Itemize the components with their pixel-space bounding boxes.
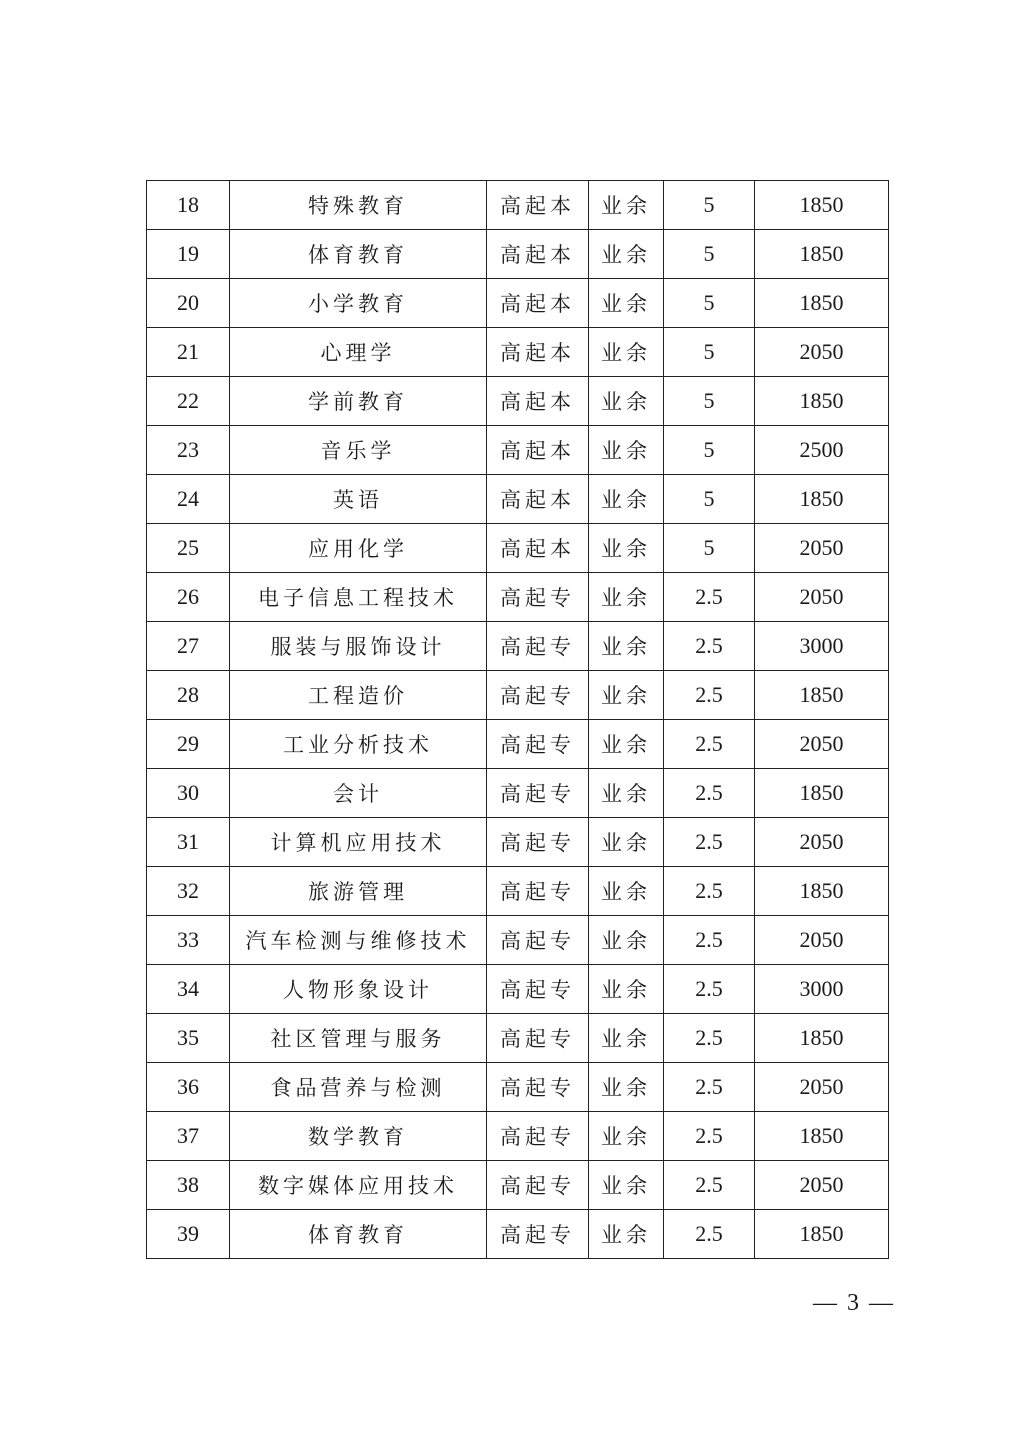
row-number-cell: 34 — [147, 965, 230, 1014]
duration-cell: 2.5 — [664, 867, 755, 916]
table-row — [147, 1210, 889, 1259]
row-number-cell: 24 — [147, 475, 230, 524]
study-mode-cell: 业余 — [589, 720, 664, 769]
fee-cell: 1850 — [755, 181, 889, 230]
fee-cell: 1850 — [755, 867, 889, 916]
row-number-cell: 28 — [147, 671, 230, 720]
study-mode-cell: 业余 — [589, 377, 664, 426]
level-cell: 高起专 — [487, 573, 589, 622]
duration-cell: 5 — [664, 426, 755, 475]
study-mode-cell: 业余 — [589, 1063, 664, 1112]
program-name-cell: 工程造价 — [230, 671, 487, 720]
row-number-cell: 26 — [147, 573, 230, 622]
level-cell: 高起专 — [487, 916, 589, 965]
duration-cell: 5 — [664, 279, 755, 328]
fee-cell: 1850 — [755, 769, 889, 818]
table-row — [147, 818, 889, 867]
fee-cell: 1850 — [755, 377, 889, 426]
study-mode-cell: 业余 — [589, 818, 664, 867]
study-mode-cell: 业余 — [589, 1014, 664, 1063]
program-name-cell: 特殊教育 — [230, 181, 487, 230]
program-name-cell: 汽车检测与维修技术 — [230, 916, 487, 965]
table-row — [147, 916, 889, 965]
program-name-cell: 音乐学 — [230, 426, 487, 475]
fee-cell: 2050 — [755, 720, 889, 769]
level-cell: 高起本 — [487, 230, 589, 279]
level-cell: 高起专 — [487, 1063, 589, 1112]
row-number-cell: 38 — [147, 1161, 230, 1210]
level-cell: 高起本 — [487, 328, 589, 377]
duration-cell: 5 — [664, 181, 755, 230]
program-name-cell: 数字媒体应用技术 — [230, 1161, 487, 1210]
program-name-cell: 会计 — [230, 769, 487, 818]
row-number-cell: 22 — [147, 377, 230, 426]
level-cell: 高起专 — [487, 965, 589, 1014]
table-row — [147, 671, 889, 720]
study-mode-cell: 业余 — [589, 769, 664, 818]
fee-cell: 2050 — [755, 1063, 889, 1112]
duration-cell: 2.5 — [664, 1210, 755, 1259]
duration-cell: 5 — [664, 377, 755, 426]
program-name-cell: 计算机应用技术 — [230, 818, 487, 867]
duration-cell: 2.5 — [664, 1161, 755, 1210]
level-cell: 高起专 — [487, 818, 589, 867]
program-name-cell: 心理学 — [230, 328, 487, 377]
study-mode-cell: 业余 — [589, 1112, 664, 1161]
table-row — [147, 524, 889, 573]
duration-cell: 2.5 — [664, 965, 755, 1014]
table-row — [147, 230, 889, 279]
level-cell: 高起专 — [487, 622, 589, 671]
fee-cell: 2050 — [755, 1161, 889, 1210]
study-mode-cell: 业余 — [589, 671, 664, 720]
table-row — [147, 573, 889, 622]
program-name-cell: 电子信息工程技术 — [230, 573, 487, 622]
fee-cell: 2050 — [755, 328, 889, 377]
duration-cell: 2.5 — [664, 1014, 755, 1063]
level-cell: 高起专 — [487, 671, 589, 720]
fee-cell: 1850 — [755, 1112, 889, 1161]
row-number-cell: 27 — [147, 622, 230, 671]
fee-cell: 1850 — [755, 279, 889, 328]
row-number-cell: 29 — [147, 720, 230, 769]
table-row — [147, 965, 889, 1014]
fee-cell: 1850 — [755, 1014, 889, 1063]
fee-cell: 1850 — [755, 1210, 889, 1259]
program-name-cell: 食品营养与检测 — [230, 1063, 487, 1112]
fee-cell: 2500 — [755, 426, 889, 475]
duration-cell: 5 — [664, 524, 755, 573]
duration-cell: 2.5 — [664, 671, 755, 720]
row-number-cell: 39 — [147, 1210, 230, 1259]
level-cell: 高起本 — [487, 377, 589, 426]
duration-cell: 2.5 — [664, 916, 755, 965]
fee-cell: 1850 — [755, 475, 889, 524]
duration-cell: 5 — [664, 328, 755, 377]
duration-cell: 5 — [664, 230, 755, 279]
program-name-cell: 工业分析技术 — [230, 720, 487, 769]
fee-cell: 1850 — [755, 230, 889, 279]
row-number-cell: 31 — [147, 818, 230, 867]
level-cell: 高起专 — [487, 1210, 589, 1259]
page-number: — 3 — — [813, 1290, 895, 1316]
level-cell: 高起专 — [487, 1112, 589, 1161]
study-mode-cell: 业余 — [589, 524, 664, 573]
fee-cell: 1850 — [755, 671, 889, 720]
table-row — [147, 1014, 889, 1063]
table-row — [147, 377, 889, 426]
row-number-cell: 18 — [147, 181, 230, 230]
program-name-cell: 英语 — [230, 475, 487, 524]
level-cell: 高起专 — [487, 1014, 589, 1063]
row-number-cell: 30 — [147, 769, 230, 818]
study-mode-cell: 业余 — [589, 181, 664, 230]
study-mode-cell: 业余 — [589, 573, 664, 622]
program-name-cell: 服装与服饰设计 — [230, 622, 487, 671]
study-mode-cell: 业余 — [589, 1210, 664, 1259]
study-mode-cell: 业余 — [589, 230, 664, 279]
level-cell: 高起本 — [487, 524, 589, 573]
table-row — [147, 181, 889, 230]
row-number-cell: 23 — [147, 426, 230, 475]
level-cell: 高起本 — [487, 475, 589, 524]
row-number-cell: 25 — [147, 524, 230, 573]
program-name-cell: 人物形象设计 — [230, 965, 487, 1014]
study-mode-cell: 业余 — [589, 279, 664, 328]
program-fee-table — [146, 180, 889, 1259]
study-mode-cell: 业余 — [589, 328, 664, 377]
duration-cell: 5 — [664, 475, 755, 524]
row-number-cell: 35 — [147, 1014, 230, 1063]
level-cell: 高起专 — [487, 720, 589, 769]
level-cell: 高起本 — [487, 426, 589, 475]
study-mode-cell: 业余 — [589, 622, 664, 671]
study-mode-cell: 业余 — [589, 475, 664, 524]
row-number-cell: 21 — [147, 328, 230, 377]
program-name-cell: 社区管理与服务 — [230, 1014, 487, 1063]
table-row — [147, 426, 889, 475]
table-row — [147, 867, 889, 916]
duration-cell: 2.5 — [664, 818, 755, 867]
table-row — [147, 622, 889, 671]
table-row — [147, 769, 889, 818]
program-name-cell: 旅游管理 — [230, 867, 487, 916]
table-body — [147, 181, 889, 1259]
fee-cell: 2050 — [755, 818, 889, 867]
table-row — [147, 475, 889, 524]
duration-cell: 2.5 — [664, 720, 755, 769]
row-number-cell: 19 — [147, 230, 230, 279]
study-mode-cell: 业余 — [589, 1161, 664, 1210]
fee-cell: 2050 — [755, 573, 889, 622]
table-row — [147, 720, 889, 769]
level-cell: 高起专 — [487, 1161, 589, 1210]
duration-cell: 2.5 — [664, 573, 755, 622]
study-mode-cell: 业余 — [589, 867, 664, 916]
study-mode-cell: 业余 — [589, 426, 664, 475]
level-cell: 高起专 — [487, 769, 589, 818]
duration-cell: 2.5 — [664, 769, 755, 818]
row-number-cell: 33 — [147, 916, 230, 965]
fee-cell: 2050 — [755, 524, 889, 573]
program-name-cell: 体育教育 — [230, 230, 487, 279]
fee-cell: 3000 — [755, 622, 889, 671]
duration-cell: 2.5 — [664, 1063, 755, 1112]
row-number-cell: 36 — [147, 1063, 230, 1112]
duration-cell: 2.5 — [664, 622, 755, 671]
table-row — [147, 279, 889, 328]
level-cell: 高起本 — [487, 279, 589, 328]
table-row — [147, 328, 889, 377]
fee-cell: 2050 — [755, 916, 889, 965]
program-name-cell: 应用化学 — [230, 524, 487, 573]
program-name-cell: 小学教育 — [230, 279, 487, 328]
level-cell: 高起专 — [487, 867, 589, 916]
table-row — [147, 1112, 889, 1161]
fee-cell: 3000 — [755, 965, 889, 1014]
study-mode-cell: 业余 — [589, 965, 664, 1014]
program-name-cell: 体育教育 — [230, 1210, 487, 1259]
table-row — [147, 1063, 889, 1112]
study-mode-cell: 业余 — [589, 916, 664, 965]
row-number-cell: 32 — [147, 867, 230, 916]
level-cell: 高起本 — [487, 181, 589, 230]
table-row — [147, 1161, 889, 1210]
row-number-cell: 37 — [147, 1112, 230, 1161]
program-name-cell: 学前教育 — [230, 377, 487, 426]
row-number-cell: 20 — [147, 279, 230, 328]
duration-cell: 2.5 — [664, 1112, 755, 1161]
program-name-cell: 数学教育 — [230, 1112, 487, 1161]
